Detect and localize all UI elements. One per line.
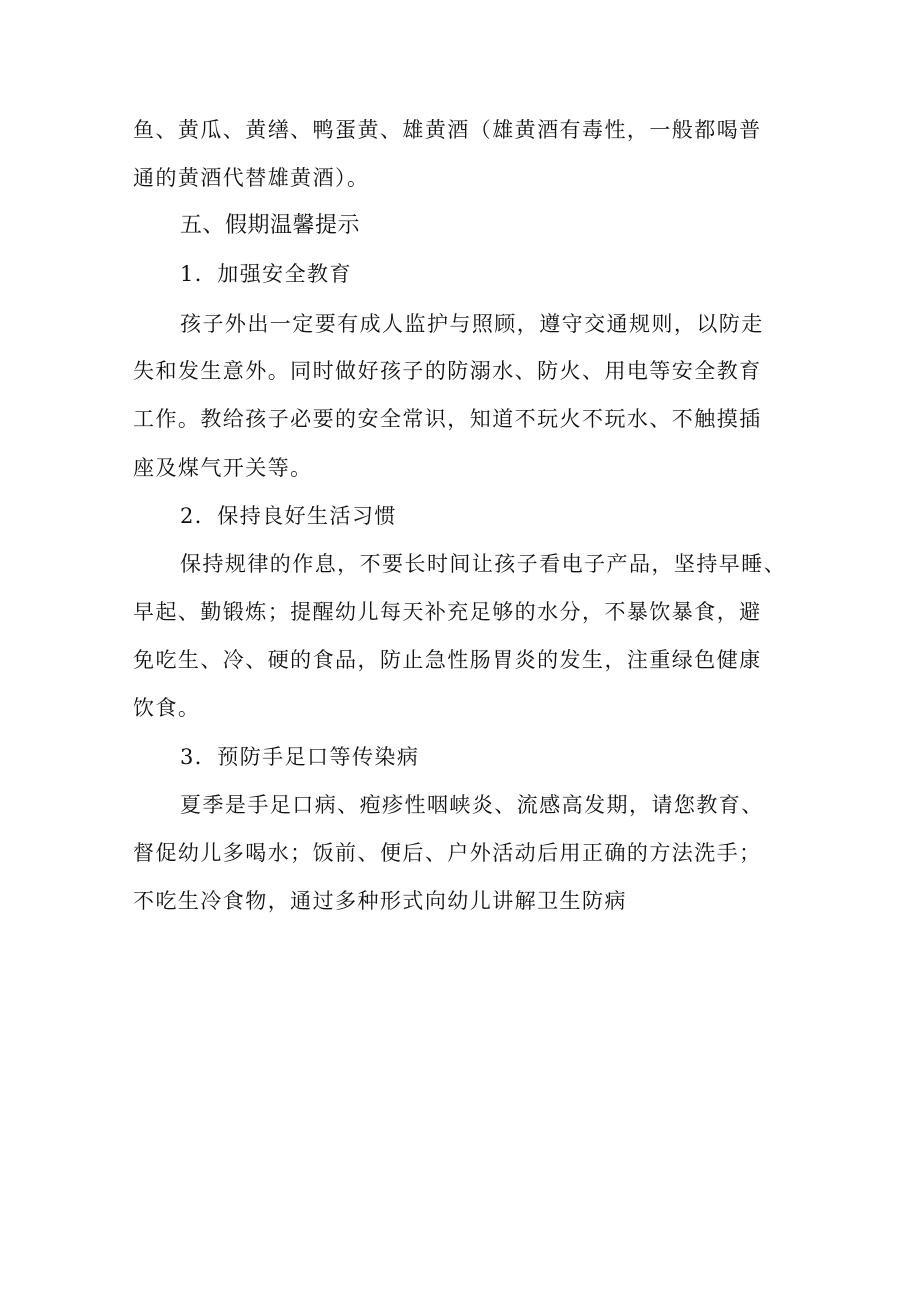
item-2-line-4: 饮食。 [133,696,201,720]
item-3-line-1: 夏季是手足口病、疱疹性咽峡炎、流感高发期，请您教育、 [180,793,764,817]
item-1-line-1: 孩子外出一定要有成人监护与照顾，遵守交通规则，以防走 [180,312,764,336]
item-2-line-3: 免吃生、冷、硬的食品，防止急性肠胃炎的发生，注重绿色健康 [133,648,762,672]
item-1-line-4: 座及煤气开关等。 [133,456,313,480]
item-3-line-2: 督促幼儿多喝水；饭前、便后、户外活动后用正确的方法洗手； [133,841,762,865]
item-2-line-1: 保持规律的作息，不要长时间让孩子看电子产品，坚持早睡、 [180,552,787,576]
item-1-title: 1．加强安全教育 [180,262,352,286]
item-1-line-2: 失和发生意外。同时做好孩子的防溺水、防火、用电等安全教育 [133,359,762,383]
item-2-line-2: 早起、勤锻炼；提醒幼儿每天补充足够的水分，不暴饮暴食，避 [133,600,762,624]
intro-line-1: 鱼、黄瓜、黄缮、鸭蛋黄、雄黄酒（雄黄酒有毒性，一般都喝普 [133,118,762,142]
item-3-line-3: 不吃生冷食物，通过多种形式向幼儿讲解卫生防病 [133,889,627,913]
section-heading: 五、假期温馨提示 [180,213,361,238]
item-2-title: 2．保持良好生活习惯 [180,504,397,528]
item-1-line-3: 工作。教给孩子必要的安全常识，知道不玩火不玩水、不触摸插 [133,407,762,431]
intro-line-2: 通的黄酒代替雄黄酒）。 [133,166,370,190]
item-3-title: 3．预防手足口等传染病 [180,745,420,769]
